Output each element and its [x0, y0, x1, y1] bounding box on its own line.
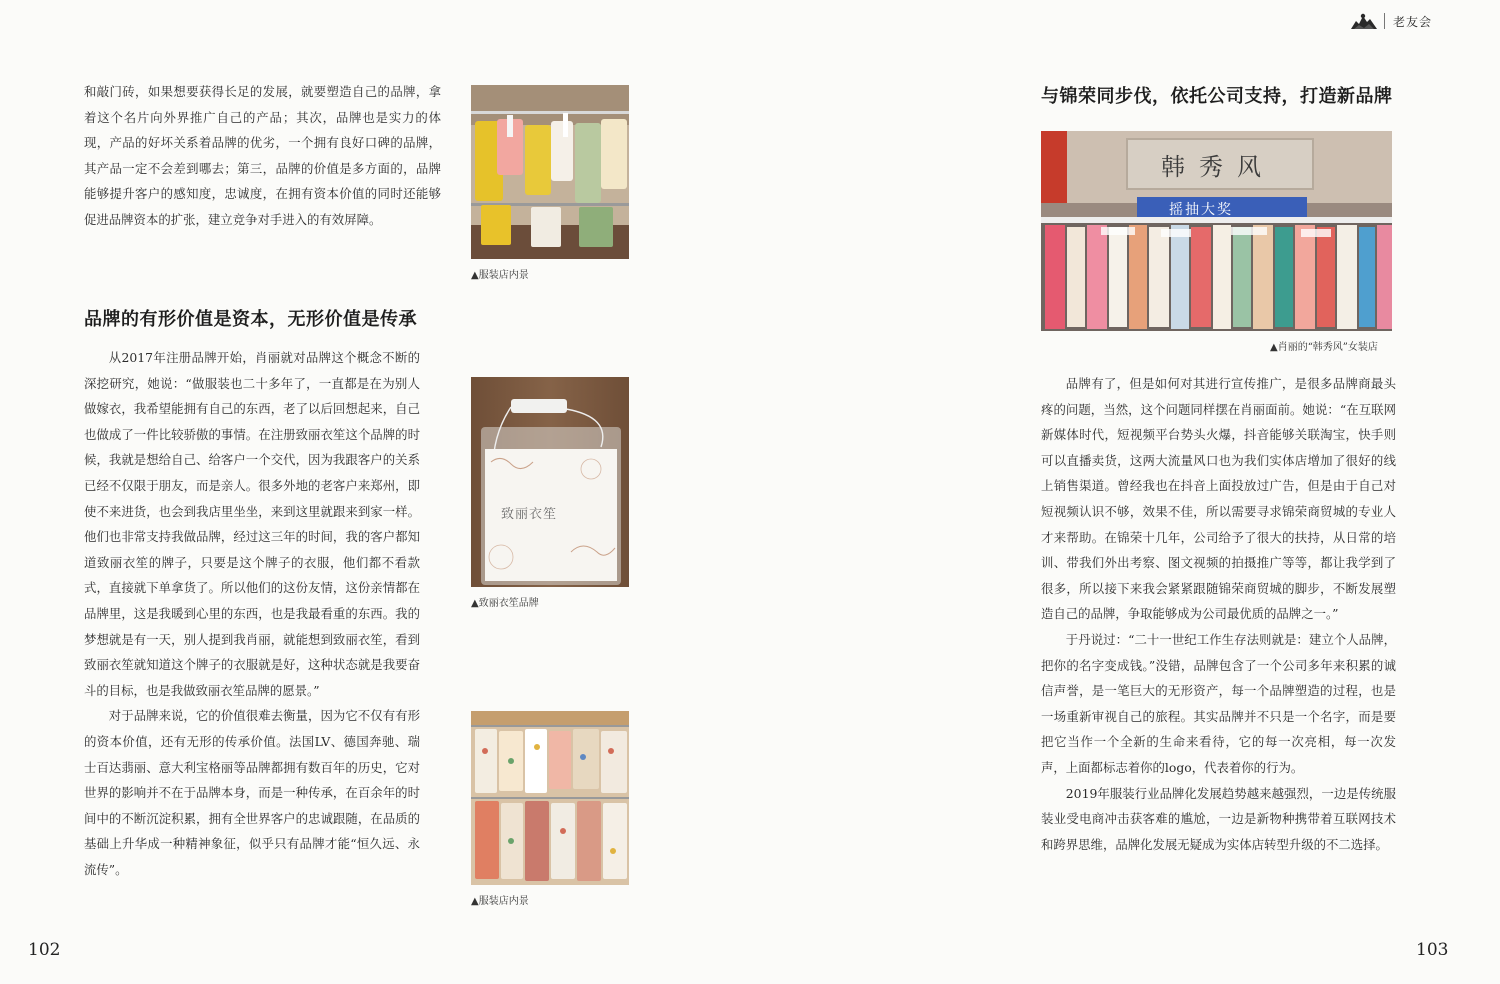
- left-paragraph-2: 对于品牌来说，它的价值很难去衡量，因为它不仅有有形的资本价值，还有无形的传承价值。法国LV、德国奔驰、瑞士百达翡丽、意大利宝格丽等品牌都拥有数百年的历史，它对世界的影响并不在于品牌本身，而是一种传承，在百余年的时间中的不断沉淀积累，拥有全世界客户的忠诚跟随，在品质的基础上升华成一种精神象征，似乎只有品牌才能“恒久远、永流传”。: [84, 708, 420, 877]
- store-photo-caption: ▲肖丽的“韩秀风”女装店: [1270, 342, 1378, 353]
- left-intro-text: [84, 79, 441, 233]
- left-paragraph-1: 从2017年注册品牌开始，肖丽就对品牌这个概念不断的深挖研究，她说：“做服装也二十多年了，一直都是在为别人做嫁衣，我希望能拥有自己的东西，老了以后回想起来，自己也做成了一件比较骄傲的事情。在注册致丽衣笙这个品牌的时候，我就是想给自己、给客户一个交代，因为我跟客户的关系已经不仅限于朋友，而是亲人。很多外地的老客户来郑州，即使不来进货，也会到我店里坐坐，来到这里就跟来到家一样。他们也非常支持我做品牌，经过这三年的时间，我的客户都知道致丽衣笙的牌子，只要是这个牌子的衣服，他们都不看款式，直接就下单拿货了。所以他们的这份友情，这份亲情都在品牌里，这是我暖到心里的东西，也是我最看重的东西。我的梦想就是有一天，别人提到我肖丽，就能想到致丽衣笙，看到致丽衣笙就知道这个牌子的衣服就是好，这种状态就是我要奋斗的目标，也是我做致丽衣笙品牌的愿景。”: [84, 350, 420, 698]
- photo-2-caption: ▲致丽衣笙品牌: [471, 598, 539, 609]
- photo-3-caption: ▲服装店内景: [471, 896, 529, 907]
- left-intro-paragraph: 和敲门砖，如果想要获得长足的发展，就要塑造自己的品牌，拿着这个名片向外界推广自己的产品；其次，品牌也是实力的体现，产品的好坏关系着品牌的优劣，一个拥有良好口碑的品牌，其产品一定不会差到哪去；第三，品牌的价值是多方面的，品牌能够提升客户的感知度，忠诚度，在拥有资本价值的同时还能够促进品牌资本的扩张，建立竞争对手进入的有效屏障。: [84, 84, 441, 227]
- header-brand: 老友会: [1393, 14, 1433, 29]
- header-divider: [1384, 13, 1385, 29]
- right-body-text: [1041, 371, 1396, 857]
- right-paragraph-1: 品牌有了，但是如何对其进行宣传推广，是很多品牌商最头疼的问题，当然，这个问题同样摆在肖丽面前。她说：“在互联网新媒体时代，短视频平台势头火爆，抖音能够关联淘宝，快手则可以直播卖货，这两大流量风口也为我们实体店增加了很好的线上销售渠道。曾经我也在抖音上面投放过广告，但是由于自己对短视频认识不够，效果不佳，所以需要寻求锦荣商贸城的专业人才来帮助。在锦荣十几年，公司给予了很大的扶持，从日常的培训、带我们外出考察、图文视频的拍摄推广等等，都让我学到了很多，所以接下来我会紧紧跟随锦荣商贸城的脚步，不断发展塑造自己的品牌，争取能够成为公司最优质的品牌之一。”: [1041, 376, 1396, 622]
- right-page-number: 103: [1416, 940, 1449, 960]
- clothing-store-photo-2: [471, 711, 629, 885]
- right-paragraph-2: 于丹说过：“二十一世纪工作生存法则就是：建立个人品牌，把你的名字变成钱。”没错，品牌包含了一个公司多年来积累的诚信声誉，是一笔巨大的无形资产，每一个品牌塑造的过程，也是一场重新审视自己的旅程。其实品牌并不只是一个名字，而是要把它当作一个全新的生命来看待，它的每一次亮相，每一次发声，上面都标志着你的logo，代表着你的行为。: [1041, 631, 1396, 775]
- store-front-photo: [1041, 131, 1392, 331]
- photo-1-caption: ▲服装店内景: [471, 270, 529, 281]
- right-paragraph-3: 2019年服装行业品牌化发展趋势越来越强烈，一边是传统服装业受电商冲击获客难的尴尬，一边是新物种携带着互联网技术和跨界思维，品牌化发展无疑成为实体店转型升级的不二选择。: [1041, 785, 1396, 852]
- left-body-text: [84, 345, 420, 882]
- right-heading: 与锦荣同步伐，依托公司支持，打造新品牌: [1041, 86, 1393, 107]
- store-banner-text: 摇抽大奖: [1169, 202, 1233, 218]
- left-page-number: 102: [28, 940, 61, 960]
- page-header: [1350, 10, 1432, 32]
- mountain-logo-icon: [1350, 12, 1378, 30]
- left-heading: 品牌的有形价值是资本，无形价值是传承: [84, 309, 417, 330]
- brand-tag-photo: [471, 377, 629, 587]
- store-sign-text: 韩秀风: [1161, 153, 1275, 181]
- hangtag-brand-text: 致丽衣笙: [501, 507, 558, 522]
- clothing-store-photo-1: [471, 85, 629, 259]
